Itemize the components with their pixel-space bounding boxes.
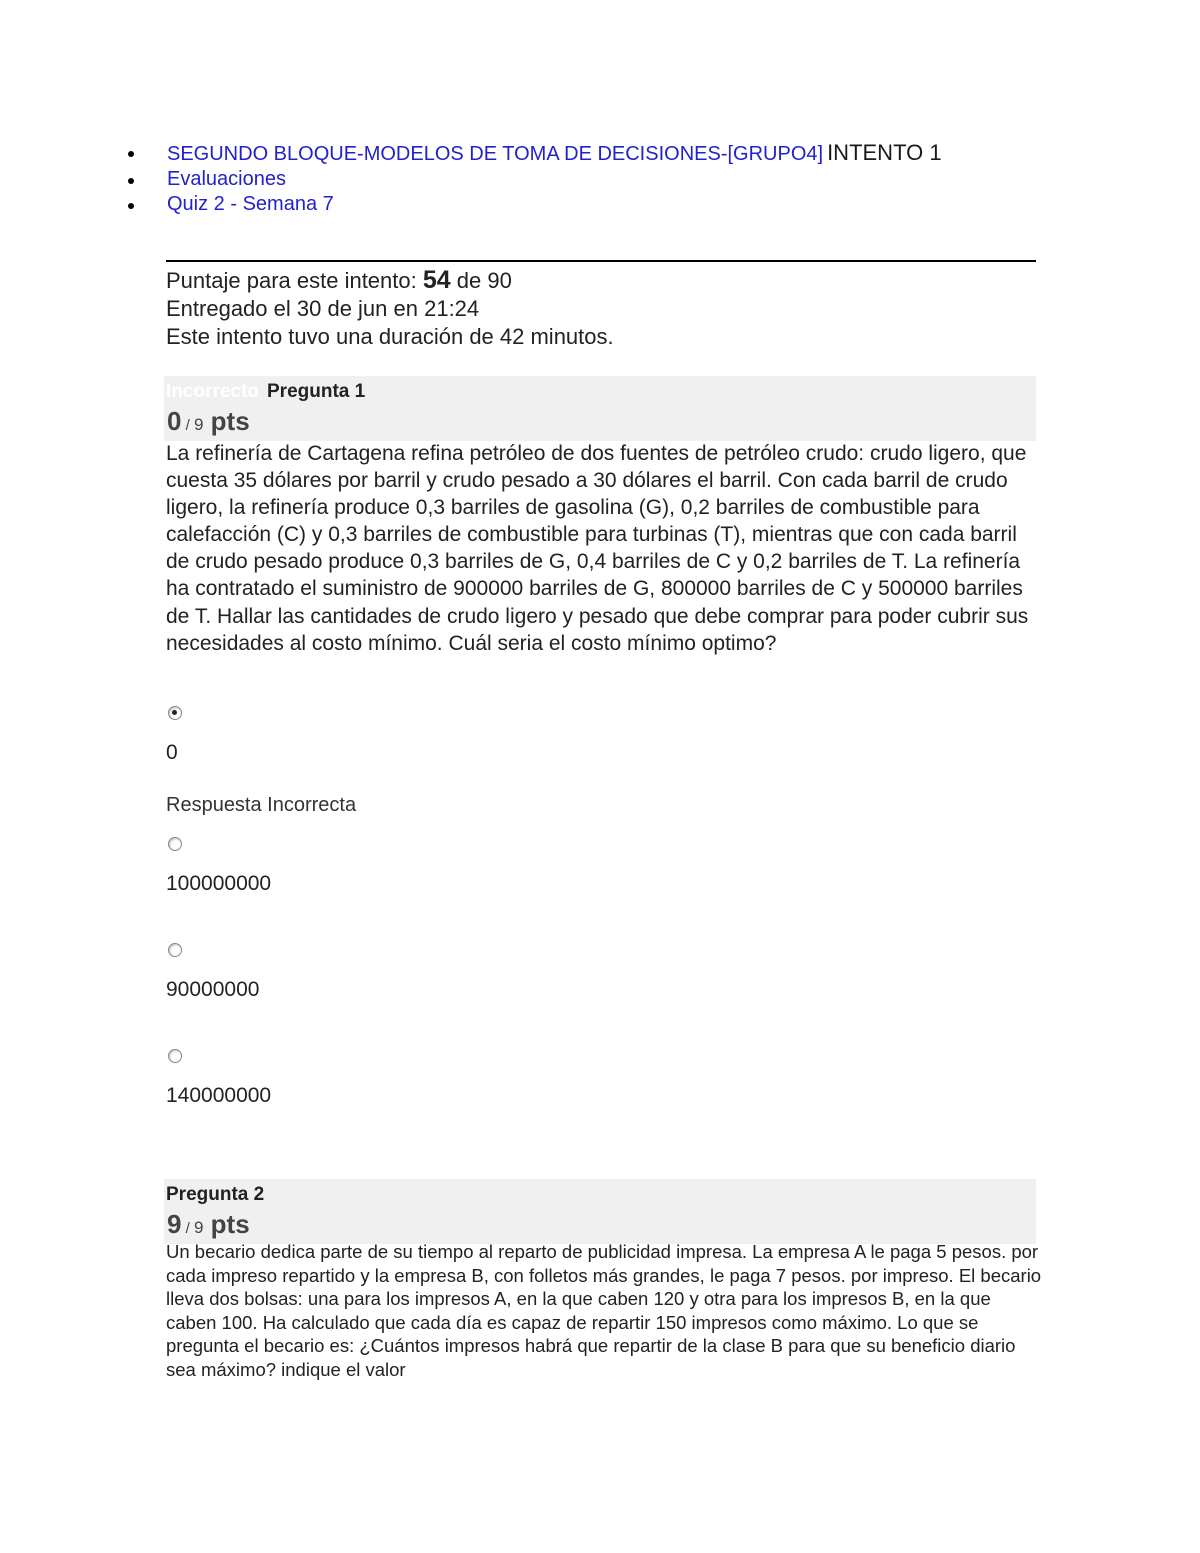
attempt-duration: Este intento tuvo una duración de 42 minutos. bbox=[166, 324, 614, 349]
answer-2-radio[interactable] bbox=[168, 837, 182, 851]
attempt-label: INTENTO 1 bbox=[827, 140, 942, 165]
incorrect-badge: Incorrecto bbox=[166, 381, 259, 402]
points-total: 9 bbox=[193, 415, 204, 434]
attempt-summary bbox=[166, 266, 614, 351]
question-2-header bbox=[164, 1179, 1036, 1244]
answer-3-label: 90000000 bbox=[166, 978, 260, 1001]
question-1-header bbox=[164, 376, 1036, 441]
question-2-points bbox=[164, 1209, 1036, 1244]
answer-1-label: 0 bbox=[166, 741, 178, 764]
question-1-points bbox=[164, 406, 1036, 441]
quiz-link[interactable]: Quiz 2 - Semana 7 bbox=[167, 193, 334, 215]
breadcrumb-item-quiz bbox=[128, 192, 942, 217]
points-slash: / bbox=[181, 1220, 194, 1237]
score-prefix: Puntaje para este intento: bbox=[166, 268, 423, 293]
question-2-text: Un becario dedica parte de su tiempo al reparto de publicidad impresa. La empresa A le paga 5 pesos. por cada impreso repartido y la empresa B, con folletos más grandes, le paga 7 pesos. por impreso. El becario lleva dos bolsas: una para los impresos A, en la que caben 120 y otra para los impresos B, en la que caben 100. Ha calculado que cada día es capaz de repartir 150 impresos como máximo. Lo que se pregunta el becario es: ¿Cuántos impresos habrá que repartir de la clase B para que su beneficio diario sea máximo? indique el valor bbox=[166, 1241, 1042, 1380]
points-total: 9 bbox=[193, 1218, 204, 1237]
points-slash: / bbox=[181, 417, 194, 434]
points-earned: 9 bbox=[167, 1209, 182, 1239]
points-unit: pts bbox=[203, 406, 250, 436]
score-value: 54 bbox=[422, 266, 451, 294]
answer-1-radio[interactable] bbox=[168, 706, 182, 720]
score-line bbox=[166, 266, 614, 295]
header-divider bbox=[166, 260, 1036, 262]
breadcrumb bbox=[128, 140, 942, 217]
submitted-date: Entregado el 30 de jun en 21:24 bbox=[166, 296, 480, 321]
answer-feedback: Respuesta Incorrecta bbox=[166, 794, 357, 816]
answer-4-radio[interactable] bbox=[168, 1049, 182, 1063]
question-1-text: La refinería de Cartagena refina petróleo de dos fuentes de petróleo crudo: crudo ligero, que cuesta 35 dólares por barril y crudo pesado a 30 dólares el barril. Con cada barril de crudo ligero, la refinería produce 0,3 barriles de gasolina (G), 0,2 barriles de combustible para calefacción (C) y 0,3 barriles de combustible para turbinas (T), mientras que con cada barril de crudo pesado produce 0,3 barriles de G, 0,4 barriles de C y 0,2 barriles de T. La refinería ha contratado el suministro de 900000 barriles de G, 800000 barriles de C y 500000 barriles de T. Hallar las cantidades de crudo ligero y pesado que debe comprar para poder cubrir sus necesidades al costo mínimo. Cuál seria el costo mínimo optimo? bbox=[166, 442, 1029, 655]
answer-2-label: 100000000 bbox=[166, 872, 272, 895]
breadcrumb-item-evaluations bbox=[128, 167, 942, 192]
evaluations-link[interactable]: Evaluaciones bbox=[167, 168, 286, 190]
points-unit: pts bbox=[203, 1209, 250, 1239]
points-earned: 0 bbox=[167, 406, 182, 436]
course-link[interactable]: SEGUNDO BLOQUE-MODELOS DE TOMA DE DECISIONES-[GRUPO4] bbox=[167, 143, 824, 165]
score-suffix: de 90 bbox=[450, 268, 512, 293]
question-2-title: Pregunta 2 bbox=[166, 1184, 265, 1205]
question-1-title: Pregunta 1 bbox=[267, 381, 366, 402]
breadcrumb-item-course bbox=[128, 140, 942, 167]
answer-4-label: 140000000 bbox=[166, 1084, 272, 1107]
answer-3-radio[interactable] bbox=[168, 943, 182, 957]
